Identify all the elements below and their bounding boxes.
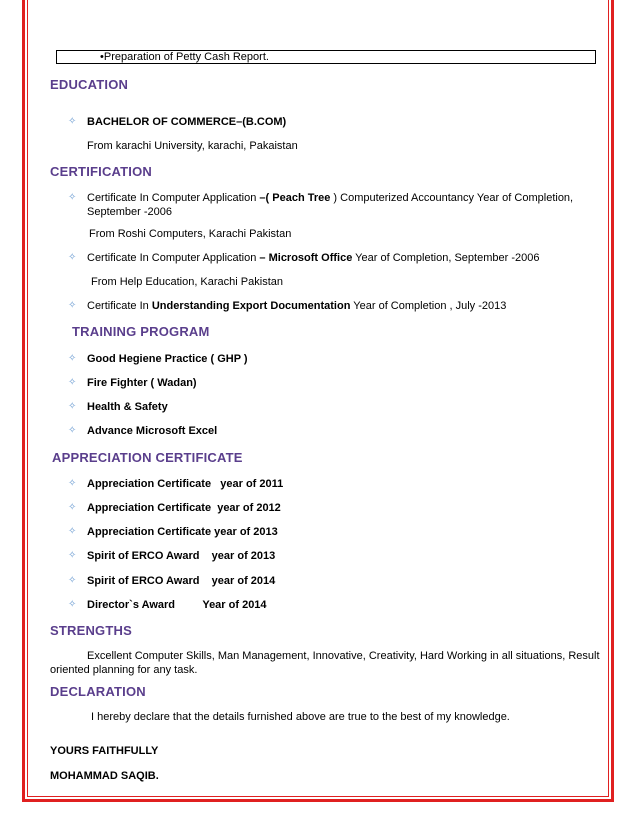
- appreciation-item: Appreciation Certificate year of 2011: [87, 478, 284, 490]
- strengths-heading: STRENGTHS: [50, 623, 132, 638]
- certificate-3-bold: Understanding Export Documentation: [151, 300, 351, 312]
- certificate-1-line2: September -2006: [87, 206, 172, 218]
- declaration-text: I hereby declare that the details furnished above are true to the best of my knowledge.: [91, 711, 510, 723]
- certificate-1-from: From Roshi Computers, Karachi Pakistan: [89, 228, 292, 240]
- certificate-1: [87, 192, 573, 204]
- certificate-2-pre: Certificate In Computer Application: [87, 252, 260, 264]
- diamond-bullet-icon: ✧: [68, 526, 77, 537]
- diamond-bullet-icon: ✧: [68, 550, 77, 561]
- training-item: Fire Fighter ( Wadan): [87, 377, 197, 389]
- strengths-line-2: oriented planning for any task.: [50, 664, 198, 676]
- diamond-bullet-icon: ✧: [68, 502, 77, 513]
- training-item: Good Hegiene Practice ( GHP ): [87, 353, 248, 365]
- education-heading: EDUCATION: [50, 77, 129, 92]
- certificate-1-pre: Certificate In Computer Application: [87, 192, 260, 204]
- signature-name: MOHAMMAD SAQIB.: [50, 770, 159, 782]
- appreciation-item: Appreciation Certificate year of 2012: [87, 502, 281, 514]
- diamond-bullet-icon: ✧: [68, 300, 77, 311]
- certificate-1-bold: –( Peach Tree: [259, 192, 331, 204]
- diamond-bullet-icon: ✧: [68, 599, 77, 610]
- training-item: Advance Microsoft Excel: [87, 425, 218, 437]
- appreciation-heading: APPRECIATION CERTIFICATE: [52, 450, 243, 465]
- appreciation-item: Appreciation Certificate year of 2013: [87, 526, 278, 538]
- certificate-2: [87, 252, 539, 264]
- diamond-bullet-icon: ✧: [68, 116, 77, 127]
- strengths-line-1: Excellent Computer Skills, Man Management, Innovative, Creativity, Hard Working in all situations, Result: [87, 650, 600, 662]
- petty-cash-text: •Preparation of Petty Cash Report.: [100, 51, 269, 63]
- certificate-2-bold: – Microsoft Office: [259, 252, 353, 264]
- certificate-3-post: Year of Completion , July -2013: [350, 300, 507, 312]
- petty-cash-box: [56, 50, 596, 64]
- diamond-bullet-icon: ✧: [68, 478, 77, 489]
- certificate-1-post: ) Computerized Accountancy Year of Completion,: [330, 192, 574, 204]
- diamond-bullet-icon: ✧: [68, 425, 77, 436]
- appreciation-item: Spirit of ERCO Award year of 2014: [87, 575, 276, 587]
- diamond-bullet-icon: ✧: [68, 252, 77, 263]
- certificate-2-post: Year of Completion, September -2006: [352, 252, 540, 264]
- training-heading: TRAINING PROGRAM: [72, 324, 210, 339]
- training-item: Health & Safety: [87, 401, 168, 413]
- appreciation-item: Director`s Award Year of 2014: [87, 599, 267, 611]
- diamond-bullet-icon: ✧: [68, 353, 77, 364]
- certificate-2-from: From Help Education, Karachi Pakistan: [91, 276, 283, 288]
- closing: YOURS FAITHFULLY: [50, 745, 159, 757]
- certificate-3: [87, 300, 506, 312]
- declaration-heading: DECLARATION: [50, 684, 146, 699]
- appreciation-item: Spirit of ERCO Award year of 2013: [87, 550, 276, 562]
- degree-from: From karachi University, karachi, Pakaistan: [87, 140, 298, 152]
- degree: BACHELOR OF COMMERCE–(B.COM): [87, 116, 287, 128]
- certification-heading: CERTIFICATION: [50, 164, 153, 179]
- diamond-bullet-icon: ✧: [68, 401, 77, 412]
- diamond-bullet-icon: ✧: [68, 575, 77, 586]
- diamond-bullet-icon: ✧: [68, 377, 77, 388]
- certificate-3-pre: Certificate In: [87, 300, 152, 312]
- diamond-bullet-icon: ✧: [68, 192, 77, 203]
